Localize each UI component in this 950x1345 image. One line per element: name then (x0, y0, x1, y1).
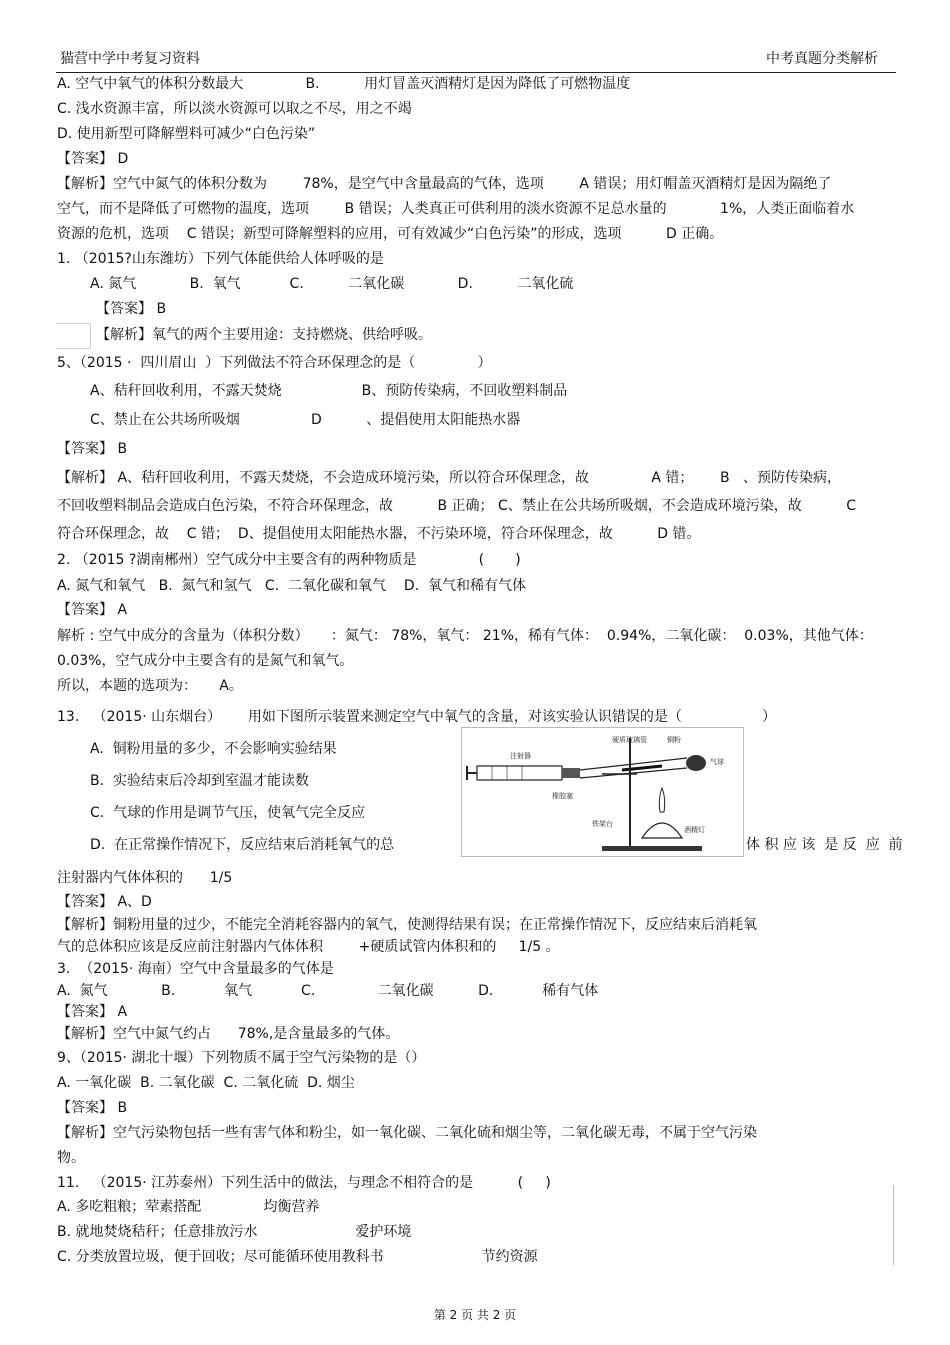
question-line: 11. （2015· 江苏泰州）下列生活中的做法，与理念不相符合的是 ( ) (57, 1175, 551, 1191)
table-corner (56, 323, 91, 349)
answer-line: 【答案】 A、D (57, 894, 152, 910)
question-line: 5、（2015 · 四川眉山 ）下列做法不符合环保理念的是（ ） (57, 355, 492, 371)
page-footer: 第 2 页 共 2 页 (433, 1308, 517, 1322)
apparatus-diagram (462, 728, 743, 856)
label-stopper: 橡胶塞 (552, 792, 573, 800)
text-line: 空气，而不是降低了可燃物的温度，选项 B 错误；人类真正可供利用的淡水资源不足总水量的 1%，人类正面临着水 (57, 201, 855, 217)
answer-line: 【答案】 A (57, 602, 128, 618)
options-line: A. 氮气和氧气 B. 氮气和氢气 C. 二氧化碳和氧气 D. 氧气和稀有气体 (57, 578, 526, 594)
options-line: A、秸秆回收利用，不露天焚烧 B、预防传染病，不回收塑料制品 (90, 383, 568, 399)
rubber-stopper-shape (562, 768, 580, 778)
answer-line: 【答案】 B (57, 441, 128, 457)
answer-line: 【答案】 B (57, 1100, 128, 1116)
text-line: 【解析】氧气的两个主要用途：支持燃烧、供给呼吸。 (96, 327, 432, 343)
options-line: C、禁止在公共场所吸烟 D 、提倡使用太阳能热水器 (90, 412, 521, 428)
options-line: A. 氮气 B. 氧气 C. 二氧化碳 D. 稀有气体 (57, 983, 599, 999)
option-line: A. 多吃粗粮；荤素搭配 均衡营养 (57, 1199, 320, 1215)
text-line: 符合环保理念，故 C 错； D、提倡使用太阳能热水器，不污染环境，符合环保理念，故 D 错。 (57, 526, 701, 542)
apparatus-figure (461, 727, 744, 857)
question-line: 2. （2015 ?湖南郴州）空气成分中主要含有的两种物质是 ( ) (57, 552, 521, 568)
text-line: 不回收塑料制品会造成白色污染，不符合环保理念，故 B 正确； C、禁止在公共场所吸烟，不会造成环境污染，故 C (57, 498, 857, 514)
text-line: C. 浅水资源丰富，所以淡水资源可以取之不尽，用之不竭 (57, 101, 412, 117)
options-line: A. 氮气 B. 氧气 C. 二氧化碳 D. 二氧化硫 (90, 276, 574, 292)
stand-base (602, 846, 702, 851)
answer-line: 【答案】 A (57, 1004, 128, 1020)
label-copper: 铜粉 (667, 736, 681, 744)
text-line: D. 使用新型可降解塑料可减少“白色污染” (57, 126, 316, 142)
label-stand: 铁架台 (592, 820, 613, 828)
label-glass-tube: 硬质玻璃管 (612, 736, 647, 744)
option-line: B. 就地焚烧秸秆；任意排放污水 爱护环境 (57, 1224, 412, 1240)
balloon-shape (686, 755, 706, 771)
text-line: 【解析】空气污染物包括一些有害气体和粉尘，如一氧化碳、二氧化硫和烟尘等，二氧化碳无毒，不属于空气污染 (57, 1125, 757, 1141)
header-rule (56, 72, 896, 73)
header-left: 猫营中学中考复习资料 (60, 51, 200, 67)
copper-powder (622, 766, 662, 770)
text-line: 【解析】空气中氮气的体积分数为 78%，是空气中含量最高的气体，选项 A 错误；用灯帽盖灭酒精灯是因为隔绝了 (57, 176, 832, 192)
label-balloon: 气球 (710, 758, 724, 766)
text-line: 气的总体积应该是反应前注射器内气体体积 +硬质试管内体积和的 1/5 。 (57, 939, 560, 955)
text-line: 所以，本题的选项为： A。 (57, 678, 243, 694)
text-line: 【解析】铜粉用量的过少，不能完全消耗容器内的氧气，使测得结果有误；在正常操作情况下，反应结束后消耗氧 (57, 917, 757, 933)
option-line: C. 分类放置垃圾，便于回收；尽可能循环使用教科书 节约资源 (57, 1249, 538, 1265)
label-syringe: 注射器 (510, 752, 531, 760)
question-line: 13. （2015· 山东烟台） 用如下图所示装置来测定空气中氧气的含量，对该实验认识错误的是（ ） (57, 709, 776, 725)
question-line: 9、（2015· 湖北十堰）下列物质不属于空气污染物的是（） (57, 1050, 426, 1066)
option-line: A. 铜粉用量的多少，不会影响实验结果 (90, 741, 337, 757)
text-line: A. 空气中氧气的体积分数最大 B. 用灯冒盖灭酒精灯是因为降低了可燃物温度 (57, 76, 631, 92)
text-line: 【解析】 A、秸秆回收利用，不露天焚烧，不会造成环境污染，所以符合环保理念，故 A 错； B 、预防传染病， (57, 470, 842, 486)
margin-line (893, 1185, 894, 1265)
text-line: 0.03%，空气成分中主要含有的是氮气和氧气。 (57, 653, 354, 669)
header-right: 中考真题分类解析 (766, 51, 878, 67)
answer-line: 【答案】 D (57, 151, 129, 167)
flame (659, 788, 664, 812)
option-line-continued: 体 积 应 该 是 反 应 前 (746, 837, 903, 853)
text-line: 资源的危机，选项 C 错误；新型可降解塑料的应用，可有效减少“白色污染”的形成，选项 D 正确。 (57, 226, 724, 242)
option-line: B. 实验结束后冷却到室温才能读数 (90, 773, 309, 789)
text-line: 物。 (57, 1150, 85, 1166)
option-line: C. 气球的作用是调节气压，使氧气完全反应 (90, 805, 366, 821)
alcohol-lamp-shape (642, 823, 682, 838)
option-line: D. 在正常操作情况下，反应结束后消耗氧气的总 (90, 837, 395, 853)
text-line: 注射器内气体体积的 1/5 (57, 870, 233, 886)
answer-line: 【答案】 B (96, 301, 167, 317)
options-line: A. 一氧化碳 B. 二氧化碳 C. 二氧化硫 D. 烟尘 (57, 1075, 355, 1091)
text-line: 【解析】空气中氮气约占 78%,是含量最多的气体。 (57, 1026, 400, 1042)
question-line: 3. （2015· 海南）空气中含量最多的气体是 (57, 961, 334, 977)
question-line: 1. （2015?山东潍坊）下列气体能供给人体呼吸的是 (57, 251, 384, 267)
text-line: 解析 : 空气中成分的含量为（体积分数） ：氮气： 78%，氧气： 21%，稀有气体： 0.94%，二氧化碳： 0.03%，其他气体： (57, 628, 873, 644)
syringe-shape (477, 766, 562, 780)
label-lamp: 酒精灯 (684, 826, 705, 834)
